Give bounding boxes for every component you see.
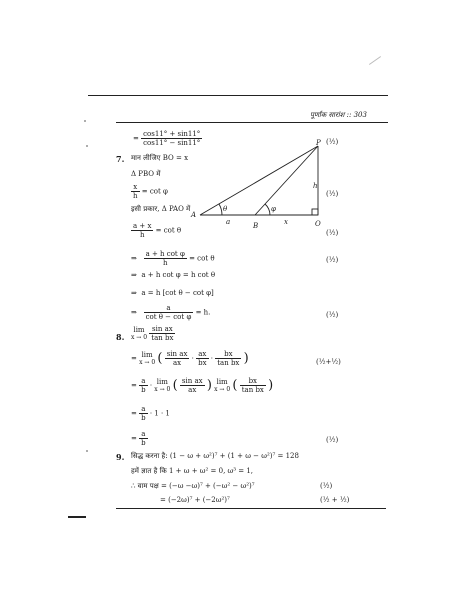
q7-step4-mark: (½) xyxy=(326,311,339,319)
q8-line2: = $\frac{a}{b}$ · lim x → 0 ( $\frac{\text{sin ax}}{ax}$ ) lim x → 0 ( $\frac{bx}{\text{tan bx}}$ ) xyxy=(131,377,274,394)
q8-line3: = $\frac{a}{b}$ · 1 · 1 xyxy=(131,405,170,422)
q8-number: 8. xyxy=(116,332,125,342)
running-title: पूर्णांक सारांश :: 303 xyxy=(310,111,367,119)
q9-line3: ∴ वाम पक्ष = (−ω −ω)⁷ + (−ω² − ω²)⁷ xyxy=(131,482,255,490)
q9-line1: सिद्ध करना है: (1 − ω + ω²)⁷ + (1 + ω − ω²)⁷ = 128 xyxy=(131,452,299,460)
label-B: B xyxy=(253,222,259,230)
label-phi: φ xyxy=(271,205,276,213)
q8-line4-mark: (½) xyxy=(326,436,339,444)
q7-frac2-mark: (½) xyxy=(326,229,339,237)
q7-step1: ⇒ $\frac{\text{a + h cot φ}}{h}$ = cot θ xyxy=(131,250,215,267)
q6-mark: (½) xyxy=(326,138,339,146)
q7-frac1: $\frac{x}{h}$ = cot φ xyxy=(133,183,168,200)
q8-line4: = $\frac{a}{b}$ xyxy=(131,430,146,447)
q7-line3: इसी प्रकार, Δ PAO में xyxy=(131,205,191,213)
q7-number: 7. xyxy=(116,154,125,164)
margin-mark xyxy=(68,516,86,518)
q7-frac1-mark: (½) xyxy=(326,190,339,198)
label-h: h xyxy=(313,182,318,190)
angle-theta-arc xyxy=(219,204,222,215)
label-x: x xyxy=(284,218,288,226)
q7-step1-mark: (½) xyxy=(326,256,339,264)
angle-phi-arc xyxy=(265,204,270,215)
q9-line4-mark: (½ + ½) xyxy=(320,496,350,504)
q7-frac2: $\frac{a + x}{h}$ = cot θ xyxy=(133,222,182,239)
line-AP xyxy=(200,146,318,215)
label-theta: θ xyxy=(223,205,228,213)
q9-number: 9. xyxy=(116,452,125,462)
q8-statement: lim x → 0 $\frac{\text{sin ax}}{\text{tan bx}}$ xyxy=(131,325,174,342)
q7-step2: ⇒ a + h cot φ = h cot θ xyxy=(131,271,216,279)
line-BP xyxy=(255,146,318,215)
label-A: A xyxy=(191,211,197,219)
q7-step4: ⇒ $\frac{a}{\text{cot θ − cot φ}}$ = h. xyxy=(131,304,211,321)
q8-line1: = lim x → 0 ( $\frac{\text{sin ax}}{ax}$ · $\frac{ax}{bx}$ · $\frac{bx}{\text{tan bx}}$ ) xyxy=(131,350,249,367)
q6-fraction: = $\frac{\cos 11^\circ + \sin 11^\circ}{\cos 11^\circ - \sin 11^\circ}$ xyxy=(133,130,201,147)
label-O: O xyxy=(315,220,321,228)
q7-step3: ⇒ a = h [cot θ − cot φ] xyxy=(131,289,214,297)
right-angle-mark xyxy=(312,209,318,215)
label-P: P xyxy=(316,139,321,147)
q9-line4: = (−2ω)⁷ + (−2ω²)⁷ xyxy=(160,496,230,504)
q8-line1-mark: (½+½) xyxy=(316,358,341,366)
q9-line3-mark: (½) xyxy=(320,482,333,490)
label-a: a xyxy=(226,218,231,226)
footer-rule xyxy=(116,508,386,509)
q7-line2: Δ PBO में xyxy=(131,170,161,178)
q7-line1: मान लीजिए BO = x xyxy=(131,154,189,162)
q9-line2: हमें ज्ञात है कि 1 + ω + ω² = 0, ω³ = 1, xyxy=(131,467,254,475)
